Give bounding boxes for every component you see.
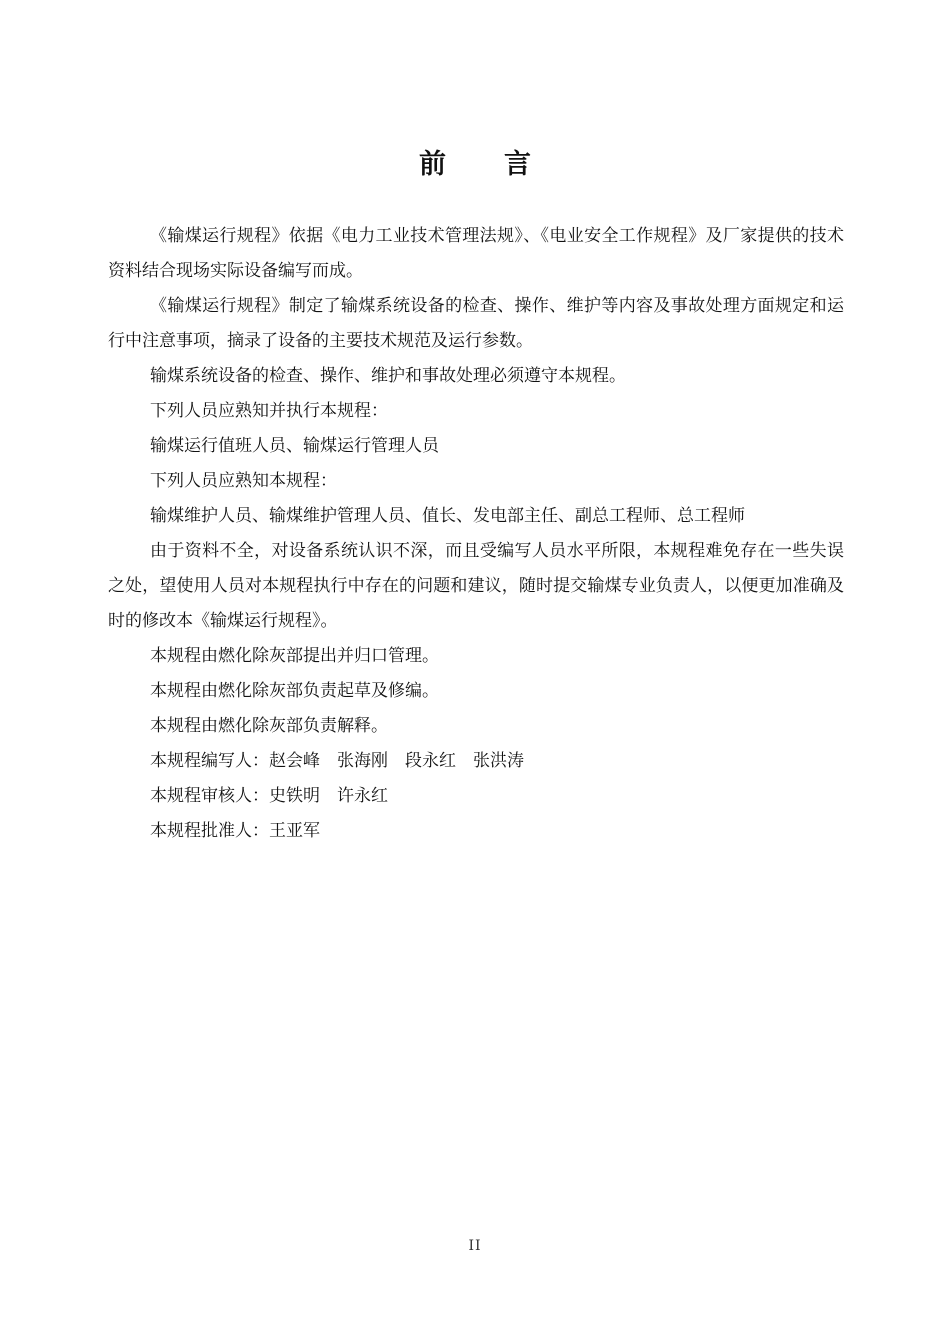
paragraph-proposer: 本规程由燃化除灰部提出并归口管理。 (150, 646, 439, 666)
paragraph-interpreter: 本规程由燃化除灰部负责解释。 (150, 716, 388, 736)
paragraph-disclaimer: 由于资料不全，对设备系统认识不深，而且受编写人员水平所限，本规程难免存在一些失误之处，望使用人员对本规程执行中存在的问题和建议，随时提交输煤专业负责人，以便更加准确及时的修改本《输煤运行规程》。 (108, 541, 844, 631)
paragraph-compliance: 输煤系统设备的检查、操作、维护和事故处理必须遵守本规程。 (150, 366, 626, 386)
paragraph-should-know-heading: 下列人员应熟知本规程： (150, 471, 337, 491)
paragraph-should-know-personnel: 输煤维护人员、输煤维护管理人员、值长、发电部主任、副总工程师、总工程师 (150, 506, 745, 526)
paragraph-authors: 本规程编写人：赵会峰 张海刚 段永红 张洪涛 (150, 751, 524, 771)
page-number: II (468, 1238, 482, 1254)
paragraph-must-know-personnel: 输煤运行值班人员、输煤运行管理人员 (150, 436, 439, 456)
paragraph-reviewers: 本规程审核人：史铁明 许永红 (150, 786, 388, 806)
paragraph-must-know-heading: 下列人员应熟知并执行本规程： (150, 401, 388, 421)
paragraph-basis: 《输煤运行规程》依据《电力工业技术管理法规》、《电业安全工作规程》及厂家提供的技术资料结合现场实际设备编写而成。 (108, 226, 844, 281)
page-title-char-1: 前 (419, 149, 446, 180)
paragraph-drafter: 本规程由燃化除灰部负责起草及修编。 (150, 681, 439, 701)
preface-body (108, 219, 844, 849)
page-title (0, 142, 950, 181)
paragraph-approver: 本规程批准人：王亚军 (150, 821, 320, 841)
paragraph-scope: 《输煤运行规程》制定了输煤系统设备的检查、操作、维护等内容及事故处理方面规定和运行中注意事项，摘录了设备的主要技术规范及运行参数。 (108, 296, 844, 351)
page-title-char-2: 言 (504, 149, 531, 180)
